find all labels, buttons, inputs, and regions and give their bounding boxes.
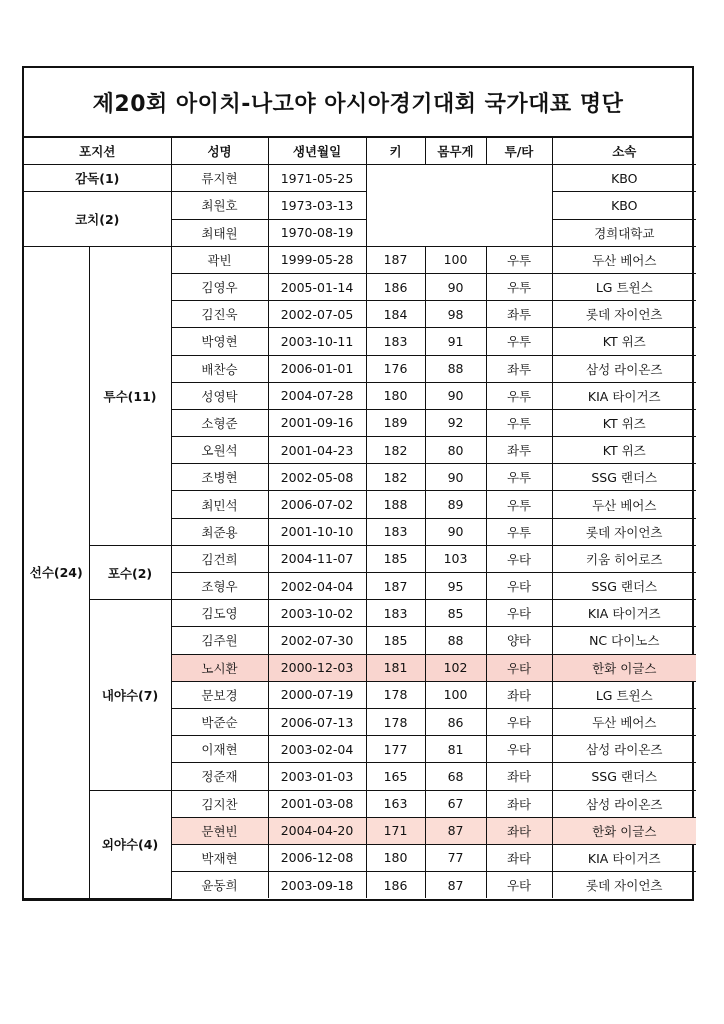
- header-weight: 몸무게: [425, 138, 486, 165]
- team-cell: 삼성 라이온즈: [552, 355, 696, 382]
- bat-cell: 우투: [486, 491, 552, 518]
- name-cell: 정준재: [171, 763, 268, 790]
- height-cell: 185: [366, 627, 425, 654]
- height-cell: 187: [366, 573, 425, 600]
- weight-cell: 100: [425, 246, 486, 273]
- bat-cell: 우타: [486, 573, 552, 600]
- group-infield: 내야수(7): [89, 600, 171, 790]
- header-team: 소속: [552, 138, 696, 165]
- bat-cell: 우투: [486, 328, 552, 355]
- name-cell: 김건희: [171, 545, 268, 572]
- player-row: [24, 246, 696, 273]
- name-cell: 이재현: [171, 736, 268, 763]
- header-position: 포지션: [24, 138, 171, 165]
- height-cell: 189: [366, 409, 425, 436]
- name-cell: 김도영: [171, 600, 268, 627]
- birth-cell: 2006-12-08: [268, 844, 366, 871]
- height-cell: 176: [366, 355, 425, 382]
- name-cell: 오원석: [171, 437, 268, 464]
- team-cell: KT 위즈: [552, 328, 696, 355]
- bat-cell: 우투: [486, 409, 552, 436]
- height-cell: 184: [366, 301, 425, 328]
- birth-cell: 2004-04-20: [268, 817, 366, 844]
- team-cell: 두산 베어스: [552, 708, 696, 735]
- header-bat: 투/타: [486, 138, 552, 165]
- name-cell: 김지찬: [171, 790, 268, 817]
- bat-cell: 좌투: [486, 355, 552, 382]
- team-cell: 두산 베어스: [552, 491, 696, 518]
- birth-cell: 2002-05-08: [268, 464, 366, 491]
- bat-cell: 좌투: [486, 301, 552, 328]
- weight-cell: 90: [425, 518, 486, 545]
- height-cell: 183: [366, 328, 425, 355]
- weight-cell: 89: [425, 491, 486, 518]
- bat-cell: 우투: [486, 246, 552, 273]
- bat-cell: 우타: [486, 654, 552, 681]
- team-cell: 삼성 라이온즈: [552, 736, 696, 763]
- name-cell: 조형우: [171, 573, 268, 600]
- birth-cell: 2001-09-16: [268, 409, 366, 436]
- bat-cell: 우투: [486, 382, 552, 409]
- name-cell: 최민석: [171, 491, 268, 518]
- team-cell: LG 트윈스: [552, 273, 696, 300]
- birth-cell: 1971-05-25: [268, 165, 366, 192]
- name-cell: 노시환: [171, 654, 268, 681]
- name-cell: 최태원: [171, 219, 268, 246]
- birth-cell: 2004-07-28: [268, 382, 366, 409]
- birth-cell: 2006-07-13: [268, 708, 366, 735]
- team-cell: SSG 랜더스: [552, 464, 696, 491]
- name-cell: 소형준: [171, 409, 268, 436]
- birth-cell: 2002-07-30: [268, 627, 366, 654]
- name-cell: 문현빈: [171, 817, 268, 844]
- weight-cell: 81: [425, 736, 486, 763]
- birth-cell: 1973-03-13: [268, 192, 366, 219]
- team-cell: NC 다이노스: [552, 627, 696, 654]
- weight-cell: 87: [425, 872, 486, 899]
- header-name: 성명: [171, 138, 268, 165]
- height-cell: 186: [366, 273, 425, 300]
- weight-cell: 87: [425, 817, 486, 844]
- weight-cell: 103: [425, 545, 486, 572]
- birth-cell: 2003-09-18: [268, 872, 366, 899]
- team-cell: 롯데 자이언츠: [552, 872, 696, 899]
- birth-cell: 2001-10-10: [268, 518, 366, 545]
- weight-cell: 90: [425, 273, 486, 300]
- birth-cell: 2000-07-19: [268, 681, 366, 708]
- name-cell: 윤동희: [171, 872, 268, 899]
- height-cell: 187: [366, 246, 425, 273]
- header-row: [24, 138, 696, 165]
- bat-cell: 좌타: [486, 817, 552, 844]
- birth-cell: 1999-05-28: [268, 246, 366, 273]
- bat-cell: 우타: [486, 736, 552, 763]
- height-cell: 188: [366, 491, 425, 518]
- team-cell: KBO: [552, 192, 696, 219]
- roster-sheet: [22, 66, 694, 901]
- staff-row: [24, 165, 696, 192]
- weight-cell: 91: [425, 328, 486, 355]
- team-cell: 한화 이글스: [552, 654, 696, 681]
- name-cell: 조병현: [171, 464, 268, 491]
- height-cell: 178: [366, 681, 425, 708]
- bat-cell: 우타: [486, 872, 552, 899]
- height-cell: 182: [366, 437, 425, 464]
- team-cell: 롯데 자이언츠: [552, 518, 696, 545]
- team-cell: 키움 히어로즈: [552, 545, 696, 572]
- header-birth: 생년월일: [268, 138, 366, 165]
- weight-cell: 88: [425, 355, 486, 382]
- height-cell: 178: [366, 708, 425, 735]
- height-cell: 181: [366, 654, 425, 681]
- staff-row: [24, 192, 696, 219]
- group-manager: 감독(1): [24, 165, 171, 192]
- team-cell: 두산 베어스: [552, 246, 696, 273]
- team-cell: 한화 이글스: [552, 817, 696, 844]
- team-cell: KIA 타이거즈: [552, 600, 696, 627]
- staff-blank-area: [366, 165, 552, 247]
- weight-cell: 98: [425, 301, 486, 328]
- birth-cell: 2004-11-07: [268, 545, 366, 572]
- birth-cell: 2000-12-03: [268, 654, 366, 681]
- name-cell: 최준용: [171, 518, 268, 545]
- birth-cell: 2003-01-03: [268, 763, 366, 790]
- weight-cell: 88: [425, 627, 486, 654]
- birth-cell: 2005-01-14: [268, 273, 366, 300]
- birth-cell: 2003-02-04: [268, 736, 366, 763]
- birth-cell: 1970-08-19: [268, 219, 366, 246]
- birth-cell: 2006-07-02: [268, 491, 366, 518]
- player-row: [24, 790, 696, 817]
- name-cell: 문보경: [171, 681, 268, 708]
- birth-cell: 2001-04-23: [268, 437, 366, 464]
- name-cell: 김진욱: [171, 301, 268, 328]
- player-row: [24, 545, 696, 572]
- height-cell: 182: [366, 464, 425, 491]
- weight-cell: 80: [425, 437, 486, 464]
- team-cell: 경희대학교: [552, 219, 696, 246]
- height-cell: 180: [366, 382, 425, 409]
- name-cell: 김주원: [171, 627, 268, 654]
- name-cell: 박영현: [171, 328, 268, 355]
- team-cell: KT 위즈: [552, 437, 696, 464]
- group-catcher: 포수(2): [89, 545, 171, 599]
- team-cell: SSG 랜더스: [552, 763, 696, 790]
- weight-cell: 90: [425, 464, 486, 491]
- height-cell: 180: [366, 844, 425, 871]
- roster-table: [24, 138, 696, 899]
- height-cell: 183: [366, 518, 425, 545]
- birth-cell: 2003-10-11: [268, 328, 366, 355]
- group-pitcher: 투수(11): [89, 246, 171, 545]
- document-title: 제20회 아이치-나고야 아시아경기대회 국가대표 명단: [24, 68, 692, 138]
- birth-cell: 2002-04-04: [268, 573, 366, 600]
- weight-cell: 77: [425, 844, 486, 871]
- bat-cell: 우타: [486, 600, 552, 627]
- name-cell: 류지현: [171, 165, 268, 192]
- team-cell: KT 위즈: [552, 409, 696, 436]
- weight-cell: 100: [425, 681, 486, 708]
- team-cell: 삼성 라이온즈: [552, 790, 696, 817]
- name-cell: 배찬승: [171, 355, 268, 382]
- weight-cell: 90: [425, 382, 486, 409]
- name-cell: 김영우: [171, 273, 268, 300]
- weight-cell: 86: [425, 708, 486, 735]
- weight-cell: 92: [425, 409, 486, 436]
- weight-cell: 102: [425, 654, 486, 681]
- team-cell: KIA 타이거즈: [552, 844, 696, 871]
- height-cell: 183: [366, 600, 425, 627]
- bat-cell: 우투: [486, 518, 552, 545]
- name-cell: 최원호: [171, 192, 268, 219]
- weight-cell: 68: [425, 763, 486, 790]
- team-cell: 롯데 자이언츠: [552, 301, 696, 328]
- player-row: [24, 600, 696, 627]
- bat-cell: 좌타: [486, 681, 552, 708]
- birth-cell: 2001-03-08: [268, 790, 366, 817]
- weight-cell: 85: [425, 600, 486, 627]
- weight-cell: 95: [425, 573, 486, 600]
- bat-cell: 우타: [486, 708, 552, 735]
- height-cell: 171: [366, 817, 425, 844]
- height-cell: 165: [366, 763, 425, 790]
- group-players: 선수(24): [24, 246, 89, 898]
- birth-cell: 2006-01-01: [268, 355, 366, 382]
- group-coach: 코치(2): [24, 192, 171, 246]
- bat-cell: 우타: [486, 545, 552, 572]
- bat-cell: 좌타: [486, 763, 552, 790]
- bat-cell: 좌타: [486, 844, 552, 871]
- header-height: 키: [366, 138, 425, 165]
- height-cell: 163: [366, 790, 425, 817]
- birth-cell: 2002-07-05: [268, 301, 366, 328]
- weight-cell: 67: [425, 790, 486, 817]
- bat-cell: 좌투: [486, 437, 552, 464]
- name-cell: 곽빈: [171, 246, 268, 273]
- team-cell: KIA 타이거즈: [552, 382, 696, 409]
- name-cell: 성영탁: [171, 382, 268, 409]
- team-cell: KBO: [552, 165, 696, 192]
- bat-cell: 양타: [486, 627, 552, 654]
- name-cell: 박준순: [171, 708, 268, 735]
- group-outfield: 외야수(4): [89, 790, 171, 898]
- bat-cell: 우투: [486, 273, 552, 300]
- height-cell: 185: [366, 545, 425, 572]
- team-cell: SSG 랜더스: [552, 573, 696, 600]
- height-cell: 186: [366, 872, 425, 899]
- bat-cell: 좌타: [486, 790, 552, 817]
- height-cell: 177: [366, 736, 425, 763]
- birth-cell: 2003-10-02: [268, 600, 366, 627]
- name-cell: 박재현: [171, 844, 268, 871]
- team-cell: LG 트윈스: [552, 681, 696, 708]
- bat-cell: 우투: [486, 464, 552, 491]
